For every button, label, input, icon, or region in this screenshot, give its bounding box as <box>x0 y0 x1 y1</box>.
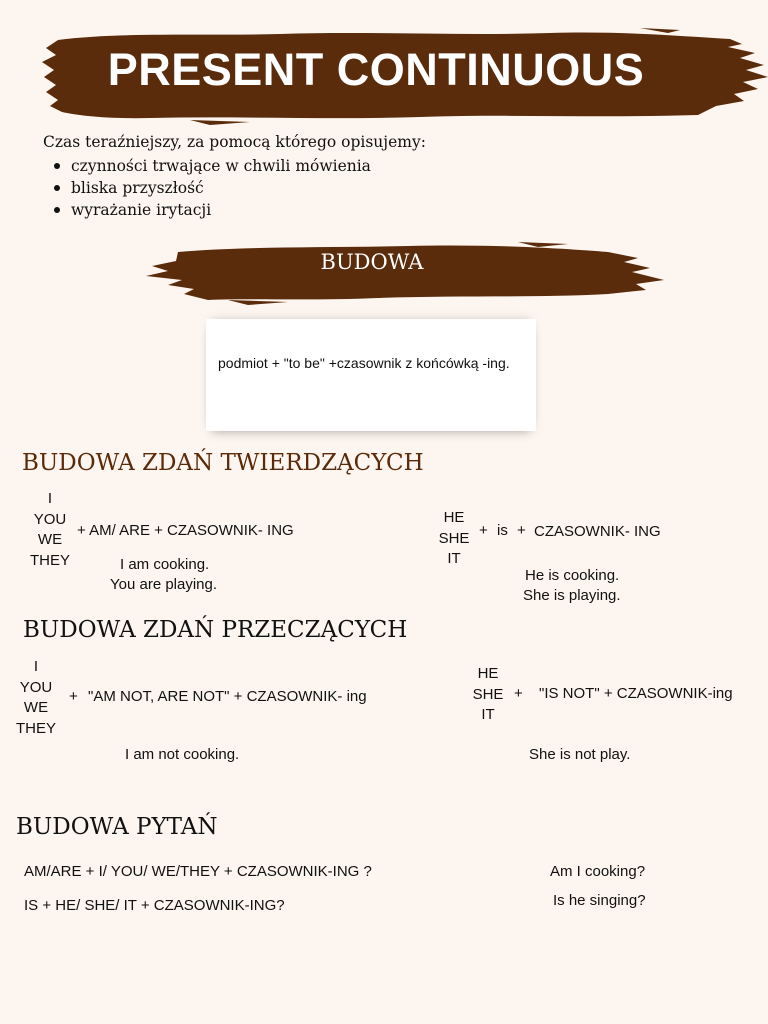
example-sentence: I am cooking. <box>120 556 210 573</box>
intro-list <box>45 155 371 221</box>
intro-item: wyrażanie irytacji <box>45 199 371 221</box>
question-example: Is he singing? <box>553 892 646 909</box>
example-sentence: I am not cooking. <box>125 746 240 763</box>
plus-sign: + <box>479 522 488 539</box>
intro-lead: Czas teraźniejszy, za pomocą którego opisujemy: <box>43 133 426 151</box>
pronoun: I <box>47 490 53 507</box>
page-title: PRESENT CONTINUOUS <box>107 44 645 95</box>
intro-item: bliska przyszłość <box>45 177 371 199</box>
question-rule: IS + HE/ SHE/ IT + CZASOWNIK-ING? <box>24 897 285 914</box>
affirmative-left-rule: + AM/ ARE + CZASOWNIK- ING <box>77 522 294 539</box>
example-sentence: She is not play. <box>529 746 631 763</box>
negative-left-pronouns <box>14 657 58 739</box>
pronoun: YOU <box>19 678 53 696</box>
pronoun: IT <box>447 550 461 567</box>
formula-text: podmiot + "to be" +czasownik z końcówką -ing. <box>218 355 510 371</box>
affirmative-left-pronouns <box>28 489 72 571</box>
affirmative-right-pronouns <box>434 508 474 570</box>
negative-right-rule: "IS NOT" + CZASOWNIK-ing <box>539 685 733 702</box>
intro-item: czynności trwające w chwili mówienia <box>45 155 371 177</box>
pronoun: HE <box>477 665 499 682</box>
pronoun: WE <box>23 699 49 716</box>
question-example: Am I cooking? <box>550 863 646 880</box>
pronoun: THEY <box>29 551 70 569</box>
pronoun: YOU <box>33 510 67 528</box>
questions-heading: BUDOWA PYTAŃ <box>16 814 218 840</box>
pronoun: SHE <box>472 685 504 703</box>
budowa-label: BUDOWA <box>320 250 424 274</box>
example-sentence: You are playing. <box>110 576 218 593</box>
affirmative-heading: BUDOWA ZDAŃ TWIERDZĄCYCH <box>22 450 424 476</box>
pronoun: WE <box>37 531 63 548</box>
negative-right-pronouns <box>468 664 508 726</box>
negative-heading: BUDOWA ZDAŃ PRZECZĄCYCH <box>23 617 408 643</box>
negative-left-rule: "AM NOT, ARE NOT" + CZASOWNIK- ing <box>88 688 367 705</box>
example-sentence: She is playing. <box>523 587 621 604</box>
formula-card <box>206 319 536 431</box>
plus-sign: + <box>69 688 78 705</box>
pronoun: SHE <box>438 529 470 547</box>
example-sentence: He is cooking. <box>525 567 620 584</box>
pronoun: THEY <box>15 719 56 737</box>
question-rule: AM/ARE + I/ YOU/ WE/THEY + CZASOWNIK-ING ? <box>24 863 372 880</box>
pronoun: IT <box>481 706 495 723</box>
affirmative-right-verb: CZASOWNIK- ING <box>534 523 661 540</box>
pronoun: I <box>33 658 39 675</box>
pronoun: HE <box>443 509 465 526</box>
plus-sign: + <box>517 522 526 539</box>
plus-sign: + <box>514 685 523 702</box>
is-verb: is <box>497 522 508 539</box>
